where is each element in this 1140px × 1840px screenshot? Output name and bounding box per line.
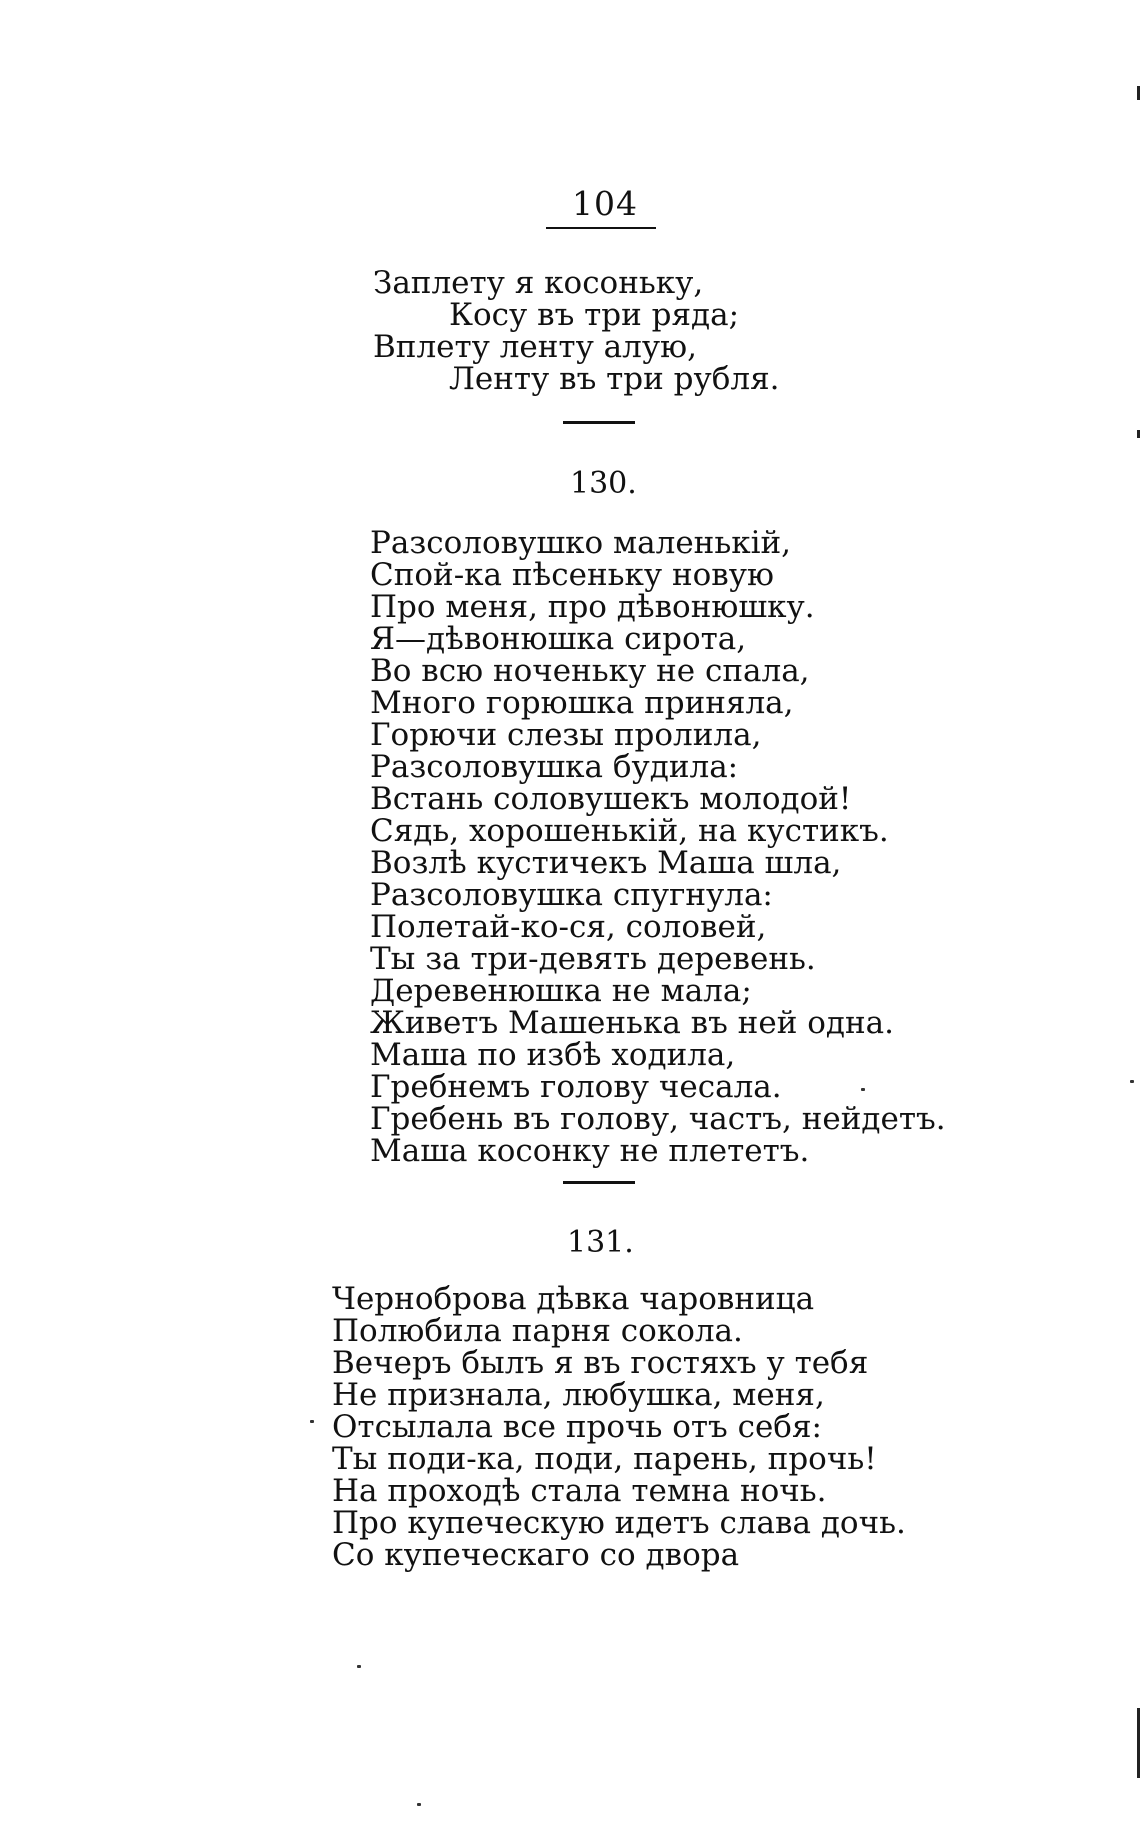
- header-rule: [546, 227, 656, 229]
- poem-131-verse: [332, 1283, 906, 1571]
- poem-number: 131.: [567, 1225, 634, 1260]
- ink-speck: [417, 1803, 421, 1806]
- verse-line: Вплету ленту алую,: [373, 329, 697, 365]
- verse-line: Про купеческую идетъ слава дочь.: [332, 1505, 906, 1541]
- verse-line: Спой-ка пѣсеньку новую: [370, 557, 774, 593]
- verse-line: Ты поди-ка, поди, парень, прочь!: [332, 1441, 877, 1477]
- verse-line: Гребнемъ голову чесала.: [370, 1069, 782, 1105]
- verse-line: Разсоловушко маленькій,: [370, 525, 792, 561]
- verse-line: Вечеръ былъ я въ гостяхъ у тебя: [332, 1345, 869, 1381]
- verse-line: Со купеческаго со двора: [332, 1537, 740, 1573]
- verse-line: Много горюшка приняла,: [370, 685, 794, 721]
- verse-line: Гребень въ голову, частъ, нейдетъ.: [370, 1101, 946, 1137]
- verse-line: Черноброва дѣвка чаровница: [332, 1281, 815, 1317]
- ink-speck: [310, 1420, 314, 1423]
- verse-line: Деревенюшка не мала;: [370, 973, 752, 1009]
- poem-number: 130.: [570, 466, 637, 501]
- verse-line: Маша по избѣ ходила,: [370, 1037, 736, 1073]
- section-divider: [563, 1181, 635, 1184]
- continuation-verse: [373, 267, 780, 395]
- verse-line: Маша косонку не плететъ.: [370, 1133, 810, 1169]
- verse-line: Косу въ три ряда;: [449, 297, 740, 333]
- ink-speck: [1130, 1080, 1134, 1083]
- verse-line: Я—дѣвонюшка сирота,: [370, 621, 747, 657]
- verse-line: Живетъ Машенька въ ней одна.: [370, 1005, 894, 1041]
- verse-line: Горючи слезы пролила,: [370, 717, 762, 753]
- verse-line: Ты за три-девять деревень.: [370, 941, 816, 977]
- page-number: 104: [572, 184, 638, 223]
- verse-line: Разсоловушка будила:: [370, 749, 739, 785]
- verse-line: Сядь, хорошенькій, на кустикъ.: [370, 813, 889, 849]
- verse-line: Ленту въ три рубля.: [449, 361, 780, 397]
- verse-line: Не признала, любушка, меня,: [332, 1377, 825, 1413]
- ink-speck: [357, 1665, 361, 1668]
- verse-line: Про меня, про дѣвонюшку.: [370, 589, 815, 625]
- ink-speck: [861, 1088, 865, 1091]
- verse-line: На проходѣ стала темна ночь.: [332, 1473, 827, 1509]
- verse-line: Полетай-ко-ся, соловей,: [370, 909, 767, 945]
- verse-line: Возлѣ кустичекъ Маша шла,: [370, 845, 842, 881]
- verse-line: Разсоловушка спугнула:: [370, 877, 773, 913]
- section-divider: [563, 421, 635, 424]
- verse-line: Отсылала все прочь отъ себя:: [332, 1409, 822, 1445]
- poem-130-verse: [370, 527, 946, 1167]
- verse-line: Заплету я косоньку,: [373, 265, 704, 301]
- verse-line: Во всю ноченьку не спала,: [370, 653, 810, 689]
- verse-line: Встань соловушекъ молодой!: [370, 781, 852, 817]
- verse-line: Полюбила парня сокола.: [332, 1313, 743, 1349]
